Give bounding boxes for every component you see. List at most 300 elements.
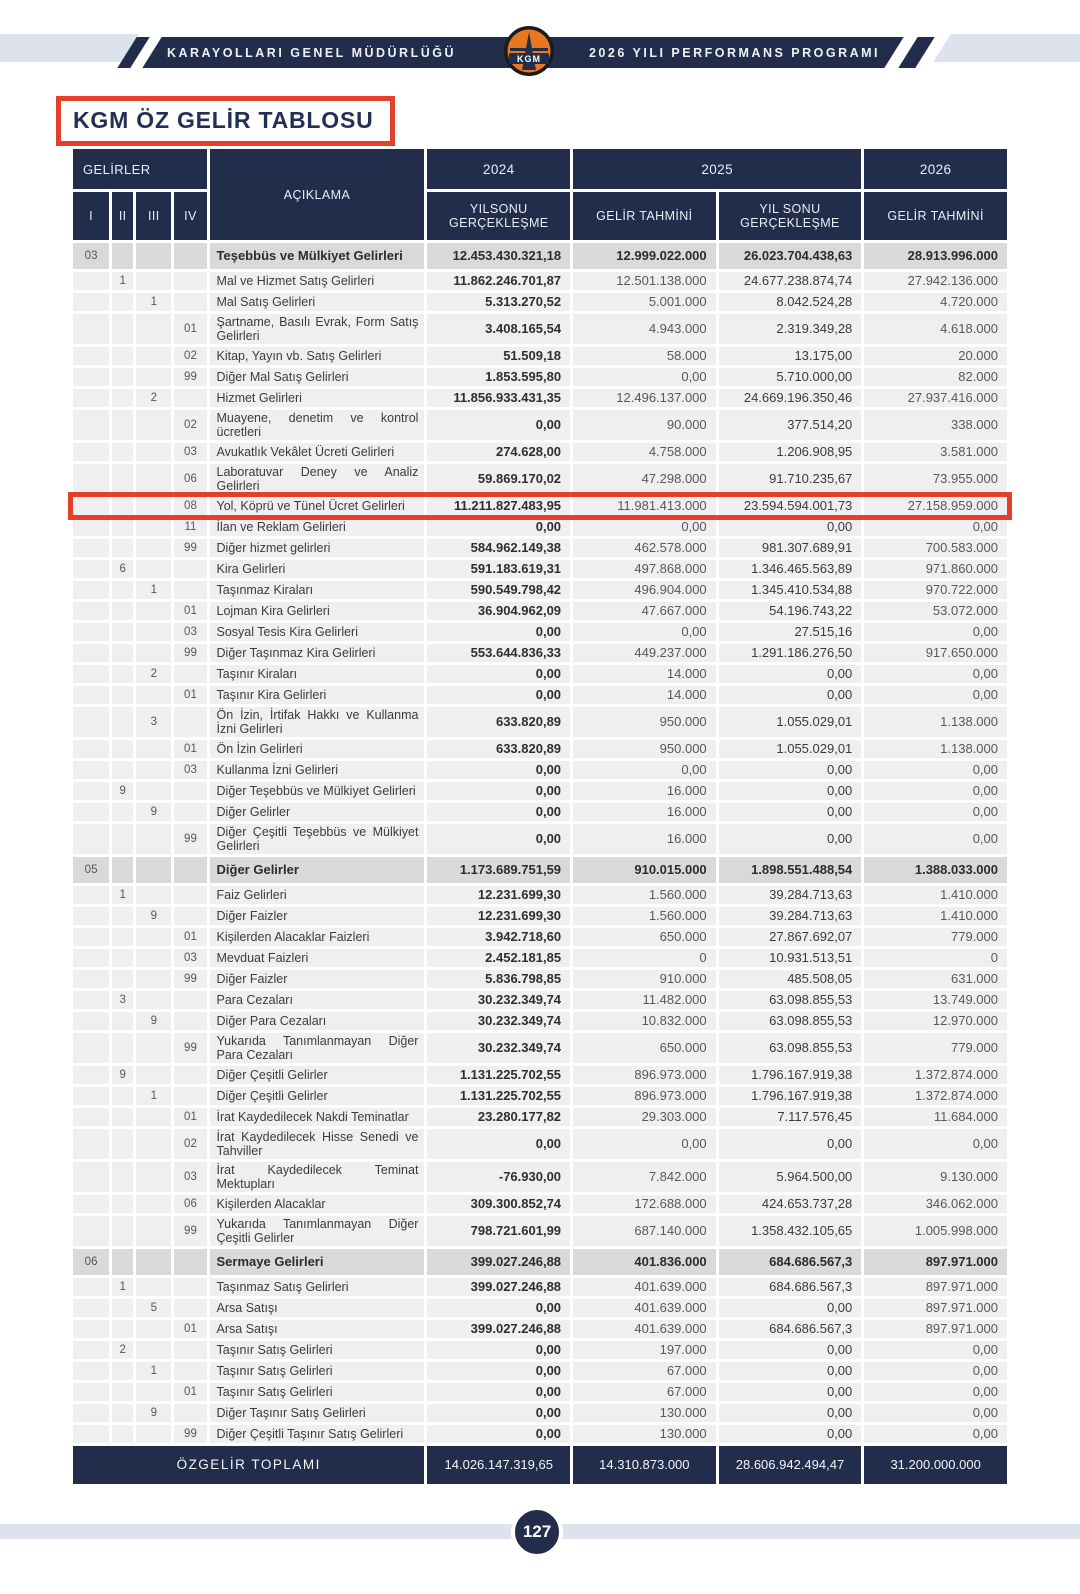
level-1-code-cell: 05 [73, 857, 109, 883]
level-1-code-cell [73, 1162, 109, 1192]
level-4-code-cell: 02 [174, 347, 206, 365]
level-2-code-cell [112, 1249, 133, 1275]
level-4-code-cell [174, 1066, 206, 1084]
level-3-code-cell [136, 928, 171, 946]
value-2025-yilsonu-cell: 1.346.465.563,89 [719, 560, 862, 578]
value-2024-yilsonu-cell: 0,00 [427, 1404, 570, 1422]
level-4-code-cell [174, 243, 206, 269]
value-2026-tahmin-cell: 0,00 [864, 803, 1007, 821]
level-2-code-cell [112, 539, 133, 557]
value-2024-yilsonu-cell: 51.509,18 [427, 347, 570, 365]
level-1-code-cell [73, 560, 109, 578]
row-label-cell: Yol, Köprü ve Tünel Ücret Gelirleri [210, 497, 425, 515]
value-2024-yilsonu-cell: 633.820,89 [427, 707, 570, 737]
value-2025-tahmin-cell: 16.000 [573, 824, 716, 854]
level-4-code-cell: 99 [174, 1216, 206, 1246]
table-row [73, 782, 1007, 800]
level-4-code-cell: 11 [174, 518, 206, 536]
level-4-code-cell: 03 [174, 623, 206, 641]
table-row [73, 949, 1007, 967]
level-2-code-cell [112, 368, 133, 386]
level-3-code-cell: 9 [136, 1012, 171, 1030]
row-label-cell: Muayene, denetim ve kontrol ücretleri [210, 410, 425, 440]
level-3-code-cell: 2 [136, 389, 171, 407]
value-2024-yilsonu-cell: 1.131.225.702,55 [427, 1087, 570, 1105]
level-2-code-cell [112, 857, 133, 883]
value-2026-tahmin-cell: 11.684.000 [864, 1108, 1007, 1126]
value-2026-tahmin-cell: 0 [864, 949, 1007, 967]
value-2025-tahmin-cell: 58.000 [573, 347, 716, 365]
row-label-cell: Diğer Gelirler [210, 803, 425, 821]
table-row [73, 602, 1007, 620]
level-2-code-cell [112, 644, 133, 662]
value-2025-yilsonu-cell: 27.867.692,07 [719, 928, 862, 946]
value-2026-tahmin-cell: 12.970.000 [864, 1012, 1007, 1030]
banner-right-text: 2026 YILI PERFORMANS PROGRAMI [588, 45, 881, 60]
row-label-cell: Mevduat Faizleri [210, 949, 425, 967]
level-4-code-cell: 01 [174, 686, 206, 704]
level-2-code-cell [112, 1108, 133, 1126]
value-2024-yilsonu-cell: 591.183.619,31 [427, 560, 570, 578]
table-row [73, 907, 1007, 925]
value-2026-tahmin-cell: 0,00 [864, 1404, 1007, 1422]
level-3-code-cell [136, 1383, 171, 1401]
value-2025-yilsonu-cell: 0,00 [719, 1425, 862, 1443]
value-2026-tahmin-cell: 0,00 [864, 1129, 1007, 1159]
value-2024-yilsonu-cell: 12.453.430.321,18 [427, 243, 570, 269]
level-2-code-cell: 3 [112, 991, 133, 1009]
value-2026-tahmin-cell: 0,00 [864, 1362, 1007, 1380]
level-1-code-cell [73, 464, 109, 494]
value-2026-tahmin-cell: 0,00 [864, 623, 1007, 641]
revenue-table [70, 146, 1010, 1487]
level-3-code-cell [136, 740, 171, 758]
table-row [73, 497, 1007, 515]
level-2-code-cell [112, 602, 133, 620]
value-2024-yilsonu-cell: 0,00 [427, 1341, 570, 1359]
row-label-cell: Ön İzin Gelirleri [210, 740, 425, 758]
value-2024-yilsonu-cell: 0,00 [427, 665, 570, 683]
total-value-2025-tahmin: 14.310.873.000 [573, 1446, 716, 1484]
value-2025-tahmin-cell: 14.000 [573, 686, 716, 704]
level-1-code-cell [73, 389, 109, 407]
value-2025-tahmin-cell: 67.000 [573, 1383, 716, 1401]
value-2026-tahmin-cell: 53.072.000 [864, 602, 1007, 620]
value-2025-tahmin-cell: 896.973.000 [573, 1066, 716, 1084]
value-2025-tahmin-cell: 910.000 [573, 970, 716, 988]
level-4-code-cell [174, 272, 206, 290]
value-2025-tahmin-cell: 687.140.000 [573, 1216, 716, 1246]
value-2026-tahmin-cell: 779.000 [864, 1033, 1007, 1063]
value-2025-yilsonu-cell: 0,00 [719, 1299, 862, 1317]
value-2025-yilsonu-cell: 26.023.704.438,63 [719, 243, 862, 269]
value-2025-yilsonu-cell: 1.345.410.534,88 [719, 581, 862, 599]
level-1-code-cell [73, 1425, 109, 1443]
level-3-code-cell [136, 1320, 171, 1338]
value-2026-tahmin-cell: 1.138.000 [864, 740, 1007, 758]
table-row [73, 389, 1007, 407]
level-1-code-cell [73, 970, 109, 988]
value-2025-yilsonu-cell: 63.098.855,53 [719, 991, 862, 1009]
row-label-cell: Diğer Çeşitli Teşebbüs ve Mülkiyet Gelirleri [210, 824, 425, 854]
value-2024-yilsonu-cell: 11.211.827.483,95 [427, 497, 570, 515]
level-4-code-cell: 02 [174, 410, 206, 440]
value-2024-yilsonu-cell: 11.862.246.701,87 [427, 272, 570, 290]
value-2024-yilsonu-cell: 59.869.170,02 [427, 464, 570, 494]
row-label-cell: Taşınır Satış Gelirleri [210, 1383, 425, 1401]
table-row [73, 347, 1007, 365]
value-2025-tahmin-cell: 0,00 [573, 518, 716, 536]
value-2024-yilsonu-cell: 590.549.798,42 [427, 581, 570, 599]
level-3-code-cell [136, 857, 171, 883]
level-4-code-cell [174, 907, 206, 925]
level-3-code-cell [136, 1341, 171, 1359]
table-row [73, 1195, 1007, 1213]
level-1-code-cell [73, 824, 109, 854]
value-2025-yilsonu-cell: 54.196.743,22 [719, 602, 862, 620]
total-value-2024: 14.026.147.319,65 [427, 1446, 570, 1484]
value-2026-tahmin-cell: 27.942.136.000 [864, 272, 1007, 290]
level-3-code-cell: 2 [136, 665, 171, 683]
level-4-code-cell [174, 560, 206, 578]
value-2025-yilsonu-cell: 23.594.594.001,73 [719, 497, 862, 515]
value-2025-tahmin-cell: 130.000 [573, 1425, 716, 1443]
value-2025-tahmin-cell: 910.015.000 [573, 857, 716, 883]
value-2025-yilsonu-cell: 981.307.689,91 [719, 539, 862, 557]
level-2-code-cell: 2 [112, 1341, 133, 1359]
value-2025-yilsonu-cell: 10.931.513,51 [719, 949, 862, 967]
value-2026-tahmin-cell: 3.581.000 [864, 443, 1007, 461]
value-2025-tahmin-cell: 4.758.000 [573, 443, 716, 461]
value-2024-yilsonu-cell: 2.452.181,85 [427, 949, 570, 967]
value-2025-tahmin-cell: 401.639.000 [573, 1278, 716, 1296]
row-label-cell: Şartname, Basılı Evrak, Form Satış Gelirleri [210, 314, 425, 344]
level-1-code-cell [73, 518, 109, 536]
value-2026-tahmin-cell: 897.971.000 [864, 1299, 1007, 1317]
value-2025-tahmin-cell: 10.832.000 [573, 1012, 716, 1030]
level-4-code-cell [174, 1341, 206, 1359]
value-2024-yilsonu-cell: 0,00 [427, 1362, 570, 1380]
value-2025-yilsonu-cell: 39.284.713,63 [719, 886, 862, 904]
table-row [73, 970, 1007, 988]
level-4-code-cell: 01 [174, 1108, 206, 1126]
row-label-cell: Laboratuvar Deney ve Analiz Gelirleri [210, 464, 425, 494]
level-1-code-cell [73, 410, 109, 440]
row-label-cell: Kira Gelirleri [210, 560, 425, 578]
value-2026-tahmin-cell: 4.720.000 [864, 293, 1007, 311]
row-label-cell: Mal ve Hizmet Satış Gelirleri [210, 272, 425, 290]
value-2025-yilsonu-cell: 0,00 [719, 824, 862, 854]
level-1-code-cell [73, 1087, 109, 1105]
value-2026-tahmin-cell: 1.410.000 [864, 907, 1007, 925]
level-4-code-cell [174, 1404, 206, 1422]
level-4-code-cell: 99 [174, 970, 206, 988]
level-3-code-cell [136, 623, 171, 641]
value-2025-tahmin-cell: 650.000 [573, 928, 716, 946]
level-1-code-cell [73, 1033, 109, 1063]
level-3-code-cell [136, 991, 171, 1009]
table-row [73, 1383, 1007, 1401]
value-2026-tahmin-cell: 27.158.959.000 [864, 497, 1007, 515]
value-2024-yilsonu-cell: 30.232.349,74 [427, 1033, 570, 1063]
level-1-code-cell [73, 761, 109, 779]
value-2026-tahmin-cell: 0,00 [864, 824, 1007, 854]
value-2025-yilsonu-cell: 27.515,16 [719, 623, 862, 641]
value-2025-tahmin-cell: 12.501.138.000 [573, 272, 716, 290]
banner-left-text: KARAYOLLARI GENEL MÜDÜRLÜĞÜ [166, 45, 457, 60]
level-4-code-cell [174, 1278, 206, 1296]
level-4-code-cell: 03 [174, 761, 206, 779]
level-4-code-cell: 99 [174, 539, 206, 557]
value-2025-tahmin-cell: 14.000 [573, 665, 716, 683]
value-2025-yilsonu-cell: 485.508,05 [719, 970, 862, 988]
level-4-code-cell [174, 782, 206, 800]
level-1-code-cell: 06 [73, 1249, 109, 1275]
value-2024-yilsonu-cell: 3.408.165,54 [427, 314, 570, 344]
table-body [73, 243, 1007, 1443]
value-2025-tahmin-cell: 496.904.000 [573, 581, 716, 599]
column-header-2025-yilsonu: YIL SONU GERÇEKLEŞME [719, 192, 862, 240]
level-4-code-cell [174, 803, 206, 821]
level-2-code-cell [112, 1383, 133, 1401]
level-1-code-cell [73, 1195, 109, 1213]
row-label-cell: Kişilerden Alacaklar Faizleri [210, 928, 425, 946]
page-number: 127 [522, 1522, 552, 1541]
value-2025-tahmin-cell: 950.000 [573, 740, 716, 758]
level-3-code-cell [136, 1108, 171, 1126]
row-label-cell: İrat Kaydedilecek Teminat Mektupları [210, 1162, 425, 1192]
level-1-code-cell [73, 1383, 109, 1401]
level-3-code-cell [136, 410, 171, 440]
level-2-code-cell [112, 464, 133, 494]
level-1-code-cell [73, 1320, 109, 1338]
level-1-code-cell [73, 1362, 109, 1380]
level-2-code-cell [112, 707, 133, 737]
level-1-code-cell [73, 665, 109, 683]
value-2025-yilsonu-cell: 0,00 [719, 665, 862, 683]
row-label-cell: Taşınmaz Satış Gelirleri [210, 1278, 425, 1296]
value-2025-yilsonu-cell: 8.042.524,28 [719, 293, 862, 311]
level-3-code-cell [136, 782, 171, 800]
value-2024-yilsonu-cell: 274.628,00 [427, 443, 570, 461]
value-2025-yilsonu-cell: 5.710.000,00 [719, 368, 862, 386]
level-4-code-cell [174, 293, 206, 311]
value-2025-tahmin-cell: 401.639.000 [573, 1320, 716, 1338]
row-label-cell: Diğer Gelirler [210, 857, 425, 883]
level-4-code-cell: 03 [174, 1162, 206, 1192]
value-2025-yilsonu-cell: 13.175,00 [719, 347, 862, 365]
value-2025-tahmin-cell: 1.560.000 [573, 886, 716, 904]
level-4-code-cell: 99 [174, 644, 206, 662]
level-4-code-cell: 99 [174, 368, 206, 386]
table-row [73, 665, 1007, 683]
row-label-cell: Taşınır Kiraları [210, 665, 425, 683]
value-2026-tahmin-cell: 0,00 [864, 1341, 1007, 1359]
level-1-code-cell [73, 602, 109, 620]
value-2024-yilsonu-cell: 309.300.852,74 [427, 1195, 570, 1213]
level-1-code-cell [73, 272, 109, 290]
value-2025-tahmin-cell: 90.000 [573, 410, 716, 440]
level-3-code-cell [136, 497, 171, 515]
row-label-cell: Taşınır Kira Gelirleri [210, 686, 425, 704]
column-header-2026-tahmin: GELİR TAHMİNİ [864, 192, 1007, 240]
level-2-code-cell [112, 581, 133, 599]
level-2-code-cell: 1 [112, 272, 133, 290]
level-3-code-cell: 9 [136, 1404, 171, 1422]
level-4-code-cell: 01 [174, 1320, 206, 1338]
table-row [73, 623, 1007, 641]
row-label-cell: Mal Satış Gelirleri [210, 293, 425, 311]
row-label-cell: Yukarıda Tanımlanmayan Diğer Para Cezaları [210, 1033, 425, 1063]
value-2025-yilsonu-cell: 1.206.908,95 [719, 443, 862, 461]
level-4-code-cell [174, 707, 206, 737]
level-1-code-cell [73, 1341, 109, 1359]
level-4-code-cell: 99 [174, 1033, 206, 1063]
value-2024-yilsonu-cell: 633.820,89 [427, 740, 570, 758]
value-2024-yilsonu-cell: 0,00 [427, 623, 570, 641]
level-1-code-cell: 03 [73, 243, 109, 269]
table-row [73, 857, 1007, 883]
level-3-code-cell: 9 [136, 803, 171, 821]
value-2025-tahmin-cell: 650.000 [573, 1033, 716, 1063]
level-2-code-cell [112, 1162, 133, 1192]
level-2-code-cell [112, 1299, 133, 1317]
level-2-code-cell [112, 740, 133, 758]
column-header-level-1: I [73, 192, 109, 240]
row-label-cell: Diğer Teşebbüs ve Mülkiyet Gelirleri [210, 782, 425, 800]
level-2-code-cell [112, 803, 133, 821]
level-3-code-cell [136, 1066, 171, 1084]
level-3-code-cell: 9 [136, 907, 171, 925]
level-1-code-cell [73, 928, 109, 946]
level-4-code-cell: 01 [174, 1383, 206, 1401]
row-label-cell: Kitap, Yayın vb. Satış Gelirleri [210, 347, 425, 365]
level-3-code-cell [136, 518, 171, 536]
value-2024-yilsonu-cell: 0,00 [427, 1383, 570, 1401]
level-4-code-cell: 06 [174, 1195, 206, 1213]
table-row [73, 803, 1007, 821]
level-2-code-cell [112, 665, 133, 683]
level-3-code-cell [136, 970, 171, 988]
column-header-level-2: II [112, 192, 133, 240]
table-row [73, 272, 1007, 290]
level-1-code-cell [73, 1299, 109, 1317]
value-2026-tahmin-cell: 631.000 [864, 970, 1007, 988]
value-2026-tahmin-cell: 0,00 [864, 665, 1007, 683]
value-2024-yilsonu-cell: 553.644.836,33 [427, 644, 570, 662]
level-3-code-cell [136, 1129, 171, 1159]
value-2024-yilsonu-cell: 11.856.933.431,35 [427, 389, 570, 407]
level-1-code-cell [73, 803, 109, 821]
value-2025-tahmin-cell: 449.237.000 [573, 644, 716, 662]
value-2026-tahmin-cell: 0,00 [864, 782, 1007, 800]
value-2024-yilsonu-cell: 5.836.798,85 [427, 970, 570, 988]
value-2025-yilsonu-cell: 39.284.713,63 [719, 907, 862, 925]
value-2025-yilsonu-cell: 0,00 [719, 518, 862, 536]
level-1-code-cell [73, 907, 109, 925]
level-1-code-cell [73, 886, 109, 904]
level-3-code-cell [136, 1278, 171, 1296]
page-title: KGM ÖZ GELİR TABLOSU [73, 107, 374, 133]
value-2024-yilsonu-cell: 0,00 [427, 761, 570, 779]
level-1-code-cell [73, 1108, 109, 1126]
row-label-cell: Diğer Çeşitli Taşınır Satış Gelirleri [210, 1425, 425, 1443]
value-2026-tahmin-cell: 4.618.000 [864, 314, 1007, 344]
level-2-code-cell [112, 1087, 133, 1105]
value-2026-tahmin-cell: 0,00 [864, 1383, 1007, 1401]
table-row [73, 1162, 1007, 1192]
table-row [73, 464, 1007, 494]
value-2025-yilsonu-cell: 0,00 [719, 1404, 862, 1422]
level-2-code-cell: 9 [112, 1066, 133, 1084]
value-2025-yilsonu-cell: 1.055.029,01 [719, 707, 862, 737]
value-2025-tahmin-cell: 197.000 [573, 1341, 716, 1359]
level-4-code-cell: 01 [174, 740, 206, 758]
value-2025-tahmin-cell: 47.298.000 [573, 464, 716, 494]
value-2026-tahmin-cell: 0,00 [864, 518, 1007, 536]
value-2025-yilsonu-cell: 0,00 [719, 782, 862, 800]
level-2-code-cell [112, 1362, 133, 1380]
banner-slash-right [898, 37, 934, 68]
level-2-code-cell [112, 907, 133, 925]
value-2025-tahmin-cell: 896.973.000 [573, 1087, 716, 1105]
table-row [73, 686, 1007, 704]
level-1-code-cell [73, 539, 109, 557]
row-label-cell: Faiz Gelirleri [210, 886, 425, 904]
level-1-code-cell [73, 443, 109, 461]
value-2024-yilsonu-cell: 0,00 [427, 518, 570, 536]
table-row [73, 644, 1007, 662]
value-2025-yilsonu-cell: 1.291.186.276,50 [719, 644, 862, 662]
value-2026-tahmin-cell: 897.971.000 [864, 1278, 1007, 1296]
row-label-cell: Diğer Çeşitli Gelirler [210, 1066, 425, 1084]
level-3-code-cell [136, 443, 171, 461]
value-2024-yilsonu-cell: 399.027.246,88 [427, 1320, 570, 1338]
value-2025-yilsonu-cell: 0,00 [719, 1129, 862, 1159]
value-2026-tahmin-cell: 82.000 [864, 368, 1007, 386]
table-row [73, 293, 1007, 311]
level-3-code-cell [136, 368, 171, 386]
value-2025-tahmin-cell: 16.000 [573, 782, 716, 800]
table-row [73, 1249, 1007, 1275]
value-2025-yilsonu-cell: 0,00 [719, 686, 862, 704]
table-row [73, 1299, 1007, 1317]
level-2-code-cell [112, 389, 133, 407]
level-2-code-cell [112, 1129, 133, 1159]
table-row [73, 1129, 1007, 1159]
row-label-cell: Diğer Çeşitli Gelirler [210, 1087, 425, 1105]
value-2025-yilsonu-cell: 1.796.167.919,38 [719, 1087, 862, 1105]
level-3-code-cell [136, 1425, 171, 1443]
value-2025-tahmin-cell: 12.496.137.000 [573, 389, 716, 407]
level-2-code-cell [112, 1195, 133, 1213]
value-2025-yilsonu-cell: 0,00 [719, 1383, 862, 1401]
level-1-code-cell [73, 347, 109, 365]
level-1-code-cell [73, 644, 109, 662]
level-1-code-cell [73, 1404, 109, 1422]
value-2024-yilsonu-cell: 798.721.601,99 [427, 1216, 570, 1246]
level-3-code-cell [136, 1216, 171, 1246]
value-2025-yilsonu-cell: 377.514,20 [719, 410, 862, 440]
total-value-2025-yilsonu: 28.606.942.494,47 [719, 1446, 862, 1484]
table-row [73, 1216, 1007, 1246]
value-2026-tahmin-cell: 970.722.000 [864, 581, 1007, 599]
row-label-cell: Sermaye Gelirleri [210, 1249, 425, 1275]
level-2-code-cell [112, 1012, 133, 1030]
value-2025-tahmin-cell: 0,00 [573, 368, 716, 386]
value-2024-yilsonu-cell: 12.231.699,30 [427, 907, 570, 925]
table-row [73, 1108, 1007, 1126]
